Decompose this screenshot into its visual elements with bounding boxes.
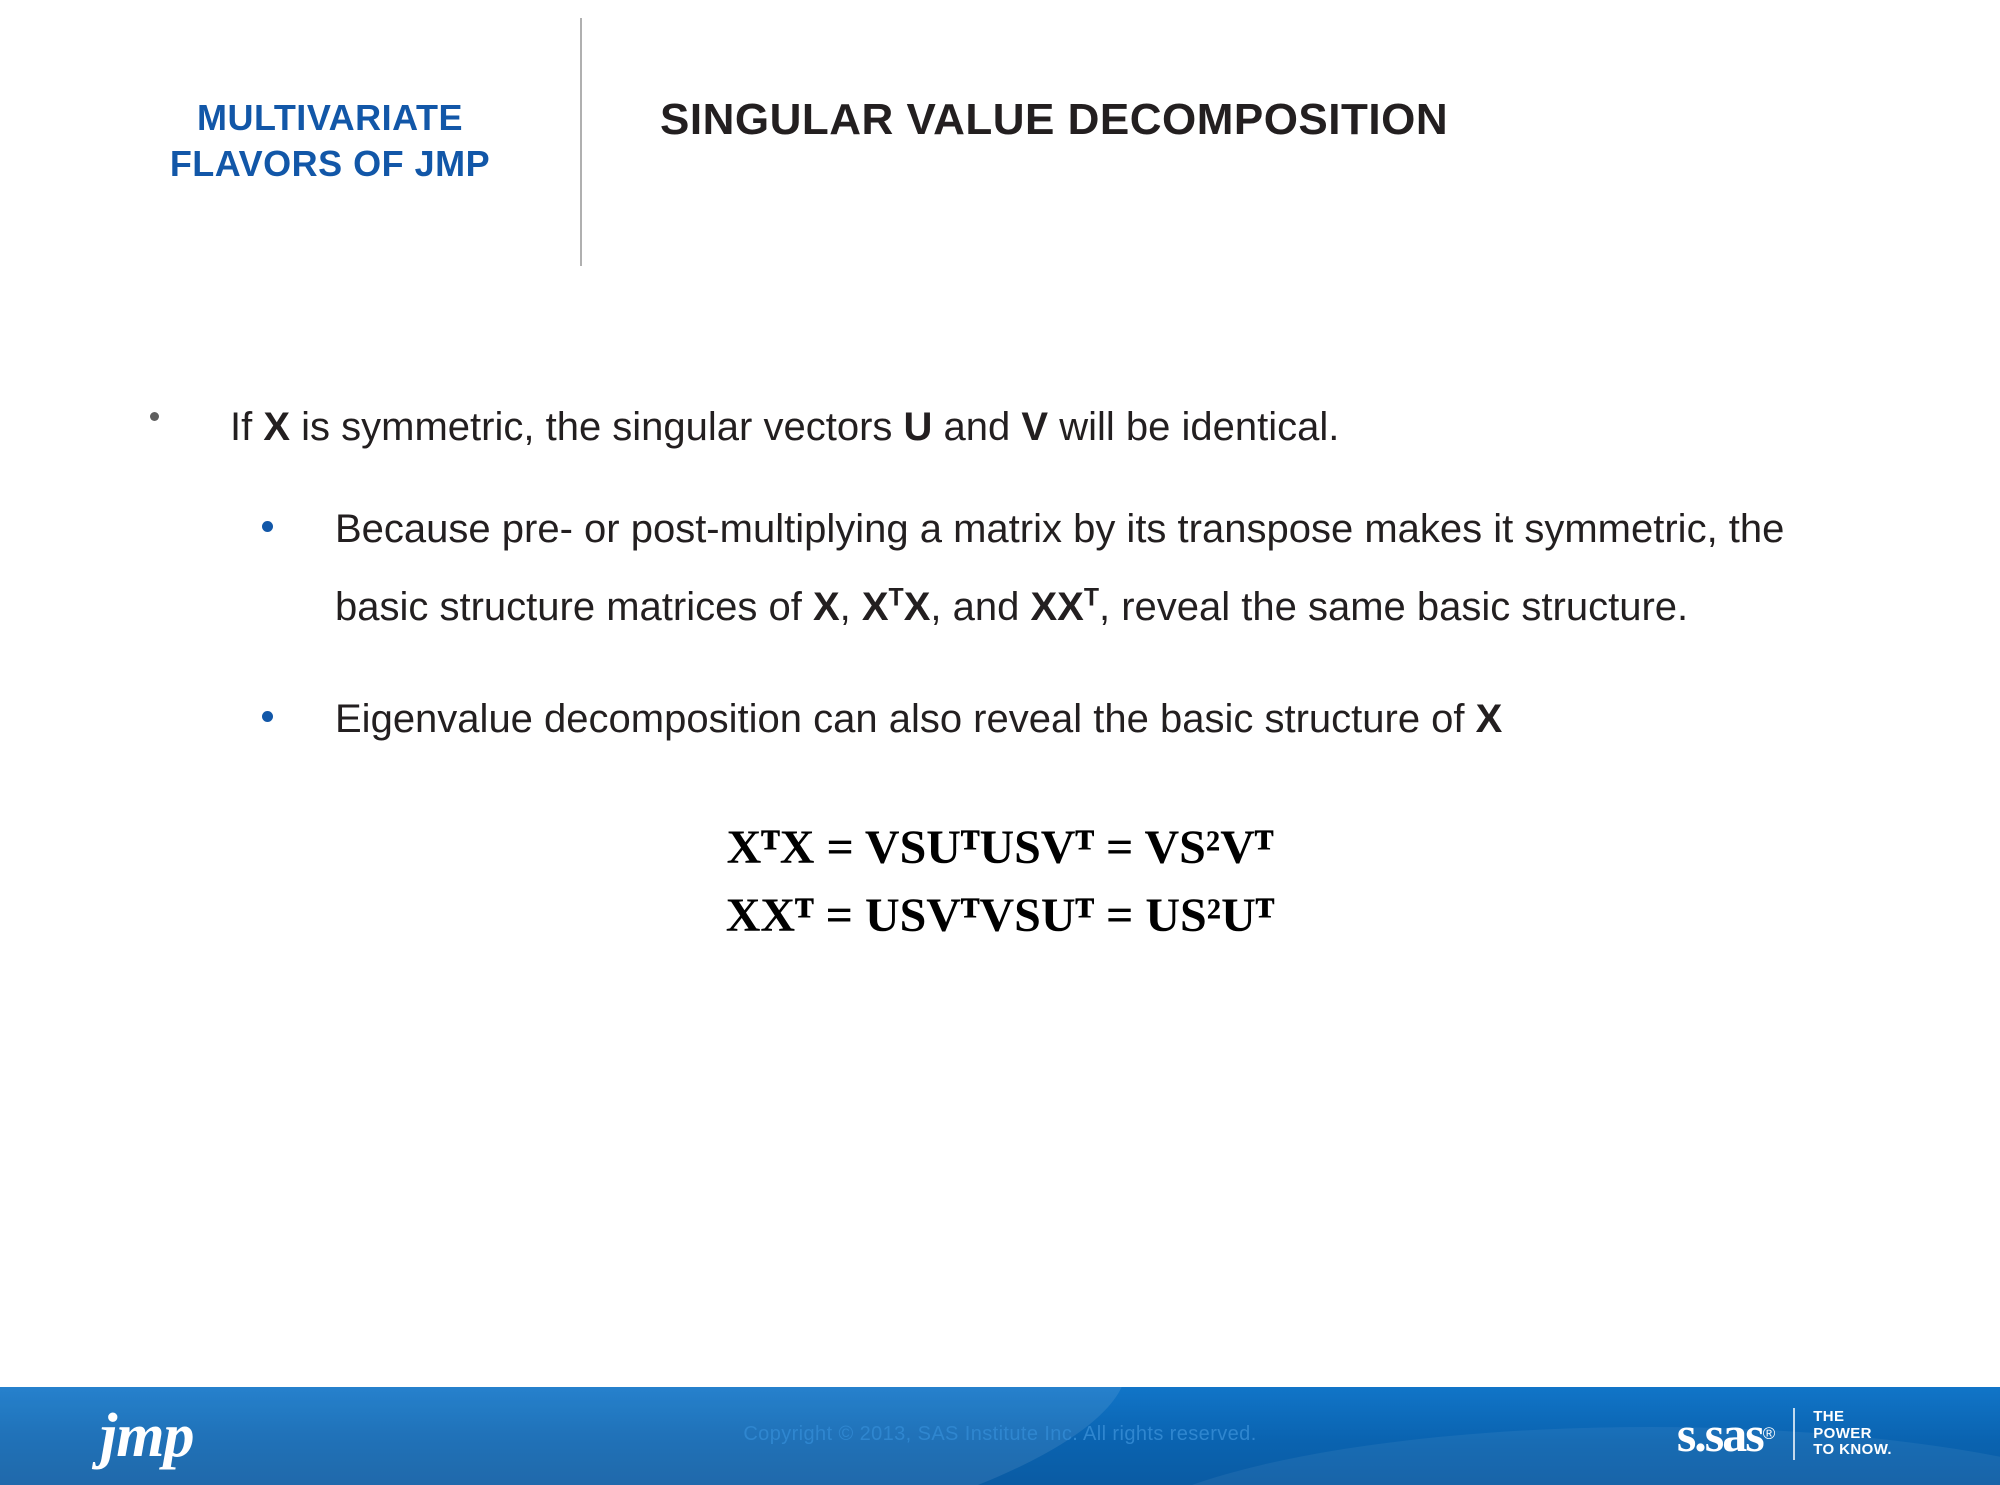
bullet2-matrix-xxt (1030, 585, 1099, 629)
brand-title-line1: MULTIVARIATE (197, 97, 463, 138)
bullet1-mid2: and (932, 405, 1022, 449)
copyright-text: Copyright © 2013, SAS Institute Inc. All rights reserved. (743, 1423, 1257, 1445)
brand-title-line2: FLAVORS OF JMP (169, 143, 491, 185)
slide-body (0, 400, 2000, 950)
bullet2-comma1: , (839, 585, 862, 629)
bullet2-comma2: , and (930, 585, 1031, 629)
bullet2-xtx-base: X (861, 585, 889, 629)
sas-wordmark: s.sas (1676, 1406, 1763, 1462)
sas-registered-icon: ® (1762, 1424, 1776, 1443)
brand-title (110, 95, 550, 187)
equation-block (0, 814, 2000, 950)
bullet-level2-item-eigenvalue (0, 680, 2000, 758)
bullet-dot-icon (150, 412, 159, 421)
bullet1-matrix-x: X (263, 405, 291, 449)
bullet1-mid1: is symmetric, the singular vectors (290, 405, 904, 449)
bullet1-matrix-v: V (1021, 405, 1049, 449)
sas-tagline-line3: TO KNOW. (1813, 1441, 1892, 1459)
bullet3-matrix-x: X (1475, 697, 1503, 741)
equation-line-1: XᵀX = VSUᵀUSVᵀ = VS²Vᵀ (726, 821, 1274, 874)
bullet2-xtx-superscript: T (888, 584, 904, 612)
bullet2-part2: , reveal the same basic structure. (1098, 585, 1689, 629)
header-divider (580, 18, 582, 266)
bullet3-part1: Eigenvalue decomposition can also reveal the basic structure of (335, 697, 1476, 741)
bullet-level2-item-transpose (0, 490, 2000, 646)
bullet2-xxt-base: XX (1030, 585, 1084, 629)
bullet1-post: will be identical. (1048, 405, 1340, 449)
bullet2-matrix-x: X (812, 585, 840, 629)
sas-tagline (1813, 1409, 1892, 1459)
bullet2-part1: Because pre- or post-multiplying a matrix by its transpose makes it symmetric, the basic structure matrices of (335, 507, 1785, 629)
bullet2-xxt-superscript: T (1083, 584, 1099, 612)
jmp-logo: jmp (100, 1402, 194, 1470)
sas-logo-divider (1793, 1408, 1795, 1460)
sas-tagline-line1: THE (1813, 1407, 1845, 1425)
bullet-dot-icon (262, 711, 273, 722)
bullet1-matrix-u: U (903, 405, 933, 449)
bullet-level1-item (0, 400, 2000, 454)
sas-tagline-line2: POWER (1813, 1424, 1872, 1442)
sas-logo (1677, 1405, 1892, 1463)
slide-footer (0, 1387, 2000, 1485)
bullet2-matrix-xtx (862, 585, 931, 629)
bullet2-xtx-tail: X (903, 585, 931, 629)
bullet1-pre: If (230, 405, 264, 449)
page-title: SINGULAR VALUE DECOMPOSITION (660, 95, 1449, 144)
slide-header (0, 0, 2000, 270)
bullet-dot-icon (262, 521, 273, 532)
equation-line-2: XXᵀ = USVᵀVSUᵀ = US²Uᵀ (725, 889, 1275, 943)
